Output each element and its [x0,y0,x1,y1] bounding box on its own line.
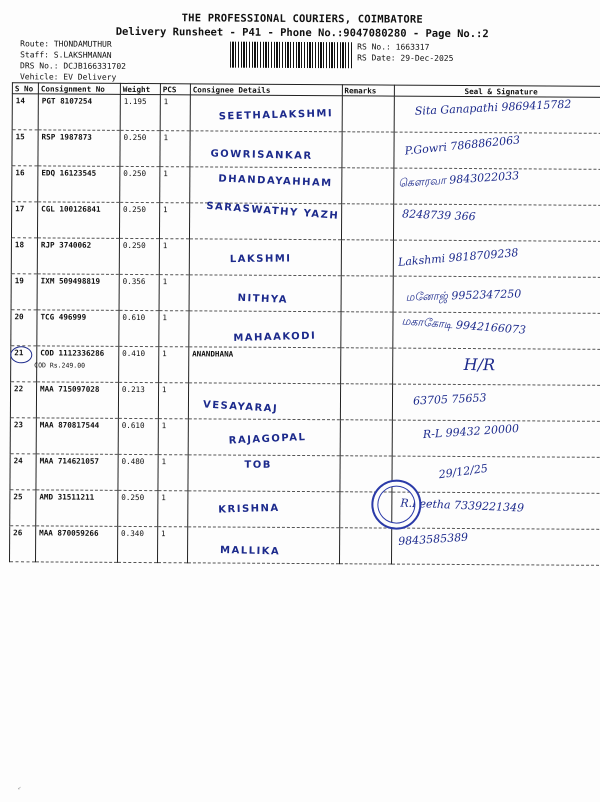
row-consignment-no [37,274,119,310]
row-consignment-no-text: RSP 1987873 [41,132,92,142]
cod-amount-text: COD Rs.249.00 [34,361,86,370]
table-row [10,490,600,530]
handwritten-signature: மகாகோடி 9942166073 [401,314,527,337]
row-sno [10,382,36,418]
handwritten-name: NITHYA [237,292,288,306]
row-consignment-no [36,418,118,454]
row-sno-text: 16 [15,168,25,178]
row-sno [12,94,38,130]
row-pcs-text: 1 [163,169,168,179]
row-weight [119,238,159,274]
row-weight [118,490,158,526]
row-sno-text: 18 [14,240,25,250]
col-remarks: Remarks [342,85,395,96]
route-text: Route: THONDAMUTHUR [20,39,112,49]
handwritten-signature: மனோஜ் 9952347250 [405,287,522,304]
row-consignee [188,419,340,456]
row-pcs [158,347,188,383]
row-pcs [160,131,190,167]
row-sno [10,454,36,490]
table-row [10,454,600,494]
runsheet-subtitle: Delivery Runsheet - P41 - Phone No.:9047080280 - Page No.:2 [115,25,489,41]
row-weight-text: 0.250 [123,132,147,143]
row-sno [12,130,38,166]
handwritten-signature: P.Gowri 7868862063 [404,133,522,158]
col-sno: S No [12,83,38,94]
row-pcs-text: 1 [162,241,168,251]
page-corner-mark: ↙ [17,784,22,792]
row-signature [394,204,600,241]
handwritten-signature: Lakshmi 9818709238 [397,246,520,269]
table-row [12,94,600,134]
row-consignee-text: ANANDHANA [192,349,234,359]
row-signature [393,312,600,349]
handwritten-name: LAKSHMI [229,253,292,266]
handwritten-signature: Sita Ganapathi 9869415782 [415,97,573,118]
row-pcs-text: 1 [161,421,167,431]
row-weight [120,166,160,202]
row-consignment-no [38,166,120,202]
row-weight [120,130,160,166]
delivery-table [9,82,600,566]
row-weight-text: 0.610 [121,420,145,431]
runsheet-meta-right [357,41,453,64]
drs-text: DRS No.: DCJB166331702 [20,61,127,71]
row-consignee [188,455,340,492]
row-remarks [341,168,394,204]
row-sno [11,274,37,310]
row-sno-text: 21 [14,348,24,358]
row-remarks [341,240,394,276]
row-consignee [187,527,339,564]
row-sno-text: 24 [13,456,23,466]
row-pcs-text: 1 [162,205,168,215]
handwritten-name: VESAYARAJ [202,399,279,415]
row-weight [117,526,157,562]
row-consignee [188,347,340,384]
row-signature [394,168,600,205]
row-remarks [340,348,393,384]
row-consignment-no [36,490,118,526]
row-pcs [159,275,189,311]
row-consignee [189,239,341,276]
row-pcs-text: 1 [161,457,167,467]
row-consignment-no-text: EDQ 16123545 [41,168,97,178]
row-pcs-text: 1 [162,277,168,287]
table-row [10,382,600,422]
row-consignee [188,383,340,420]
row-pcs [159,239,189,275]
row-consignment-no-text: MAA 715097028 [40,384,100,394]
row-sno-text: 22 [14,384,24,394]
row-consignee [190,95,342,132]
row-signature [393,384,600,421]
handwritten-signature: H/R [463,354,496,375]
row-remarks [341,132,394,168]
row-consignment-no-text: MAA 870059266 [39,528,99,538]
row-signature [393,420,600,457]
row-weight [120,94,160,130]
col-weight: Weight [120,83,160,94]
row-sno [12,166,38,202]
staff-text: Staff: S.LAKSHMANAN [20,50,112,60]
row-sno-text: 19 [14,276,24,286]
row-remarks [341,204,394,240]
col-consignee: Consignee Details [190,84,342,96]
row-pcs-text: 1 [162,349,167,359]
handwritten-signature: கௌரவா 9843022033 [398,169,520,190]
row-sno [11,202,37,238]
row-pcs [160,95,190,131]
row-remarks [339,528,392,564]
row-pcs-text: 1 [161,493,166,503]
handwritten-signature: 63705 75653 [413,391,488,408]
row-remarks [341,276,394,312]
row-consignee [190,167,342,204]
row-weight-text: 0.340 [121,528,144,539]
handwritten-signature: 9843585389 [398,530,469,549]
row-sno-text: 14 [15,96,26,106]
handwritten-name: RAJAGOPAL [228,432,307,447]
branch-seal-stamp [371,479,421,529]
row-weight [118,418,158,454]
handwritten-signature: 29/12/25 [438,461,490,482]
row-pcs [158,491,188,527]
row-weight-text: 0.356 [122,276,146,287]
row-pcs-text: 1 [161,529,166,539]
row-pcs [159,203,189,239]
row-sno-text: 15 [15,132,25,142]
row-consignment-no-text: AMD 31511211 [39,492,95,502]
row-weight-text: 0.250 [121,492,145,503]
row-signature [394,132,600,169]
row-remarks [342,96,395,132]
row-pcs [158,383,188,419]
row-consignment-no [36,382,118,418]
row-consignment-no-text: MAA 870817544 [39,420,100,430]
row-signature [394,240,600,277]
row-signature [392,456,600,493]
table-row [12,166,600,206]
handwritten-name: SARASWATHY YAZH [205,200,340,222]
row-consignment-no [38,94,120,130]
row-signature [393,276,600,313]
row-consignment-no [37,310,119,346]
row-weight-text: 0.480 [121,456,145,467]
table-row [11,202,600,242]
row-weight-text: 0.250 [123,204,146,215]
row-consignment-no-text: COD 1112336286 [40,348,105,358]
row-sno [11,310,37,346]
row-weight [118,454,158,490]
handwritten-signature: 8248739 366 [402,207,477,224]
handwritten-name: KRISHNA [217,502,280,516]
handwritten-name: MALLIKA [219,544,281,558]
row-pcs [160,167,190,203]
row-sno [10,526,36,562]
row-consignment-no [34,346,119,382]
row-weight [119,310,159,346]
row-weight [119,202,159,238]
row-consignee [189,311,341,348]
row-pcs [159,311,189,347]
row-consignee [188,491,340,528]
row-pcs-text: 1 [163,97,169,107]
row-sno-text: 20 [14,312,24,322]
row-consignment-no-text: TCG 496999 [40,312,87,322]
row-sno [10,418,36,454]
row-sno [11,238,37,274]
row-weight [119,274,159,310]
row-signature [395,96,600,133]
row-consignment-no-text: CGL 100126841 [41,204,101,214]
row-signature [392,492,600,529]
row-weight-text: 0.410 [122,348,146,359]
col-pcs: PCS [160,84,190,95]
row-consignment-no [37,202,119,238]
row-remarks [340,312,393,348]
row-weight-text: 0.213 [121,384,145,395]
handwritten-signature: R.Leetha 7339221349 [400,496,525,515]
row-sno-text: 26 [13,528,23,538]
row-consignment-no-text: RJP 3740062 [40,240,92,250]
row-weight-text: 1.195 [123,96,147,107]
col-consignment: Consignment No [38,83,120,95]
circle-mark [10,346,32,363]
vehicle-text: Vehicle: EV Delivery [19,72,117,82]
handwritten-name: DHANDAYAHHAM [217,173,333,190]
row-sno-text: 17 [15,204,25,214]
row-weight-text: 0.250 [122,240,146,251]
row-sno-text: 25 [13,492,23,502]
table-row [11,346,600,386]
row-sno-text: 23 [13,420,24,430]
row-pcs [158,419,188,455]
row-pcs-text: 1 [162,313,167,323]
row-signature [393,348,600,385]
row-sno [10,490,36,526]
row-consignment-no [35,526,117,562]
runsheet-meta-left [20,38,126,83]
row-consignment-no [36,454,118,490]
col-signature: Seal & Signature [395,85,600,97]
row-consignee [190,131,342,168]
barcode-image [230,42,352,69]
row-consignee [189,200,341,240]
row-consignment-no [37,238,119,274]
row-remarks [340,420,393,456]
row-pcs [158,455,188,491]
handwritten-name: TOB [244,459,272,471]
table-row [10,526,600,566]
row-consignee [189,275,341,312]
company-title: THE PROFESSIONAL COURIERS, COIMBATORE [181,12,424,26]
table-row [11,274,600,314]
row-pcs-text: 1 [163,133,169,143]
table-row [10,418,600,458]
table-row [11,238,600,278]
row-weight [118,346,158,382]
row-pcs-text: 1 [161,385,167,395]
row-sno [11,346,37,382]
row-consignment-no-text: PGT 8107254 [41,96,93,106]
handwritten-signature: R-L 99432 20000 [422,421,520,442]
table-row [12,130,600,170]
table-row [11,310,600,350]
handwritten-name: MAHAAKODI [233,330,317,345]
row-weight-text: 0.610 [122,312,146,323]
handwritten-name: GOWRISANKAR [210,148,313,162]
handwritten-name: SEETHALAKSHMI [218,108,334,123]
row-weight-text: 0.250 [123,168,147,179]
row-consignment-no-text: IXM 509498819 [40,276,101,286]
row-pcs [157,527,187,563]
row-consignment-no [38,130,120,166]
rs-no-text: RS No.: 1663317 [357,42,430,52]
row-weight [118,382,158,418]
rs-date-text: RS Date: 29-Dec-2025 [357,53,454,63]
row-remarks [340,384,393,420]
row-signature [392,528,600,565]
row-consignment-no-text: MAA 714621057 [39,456,100,466]
